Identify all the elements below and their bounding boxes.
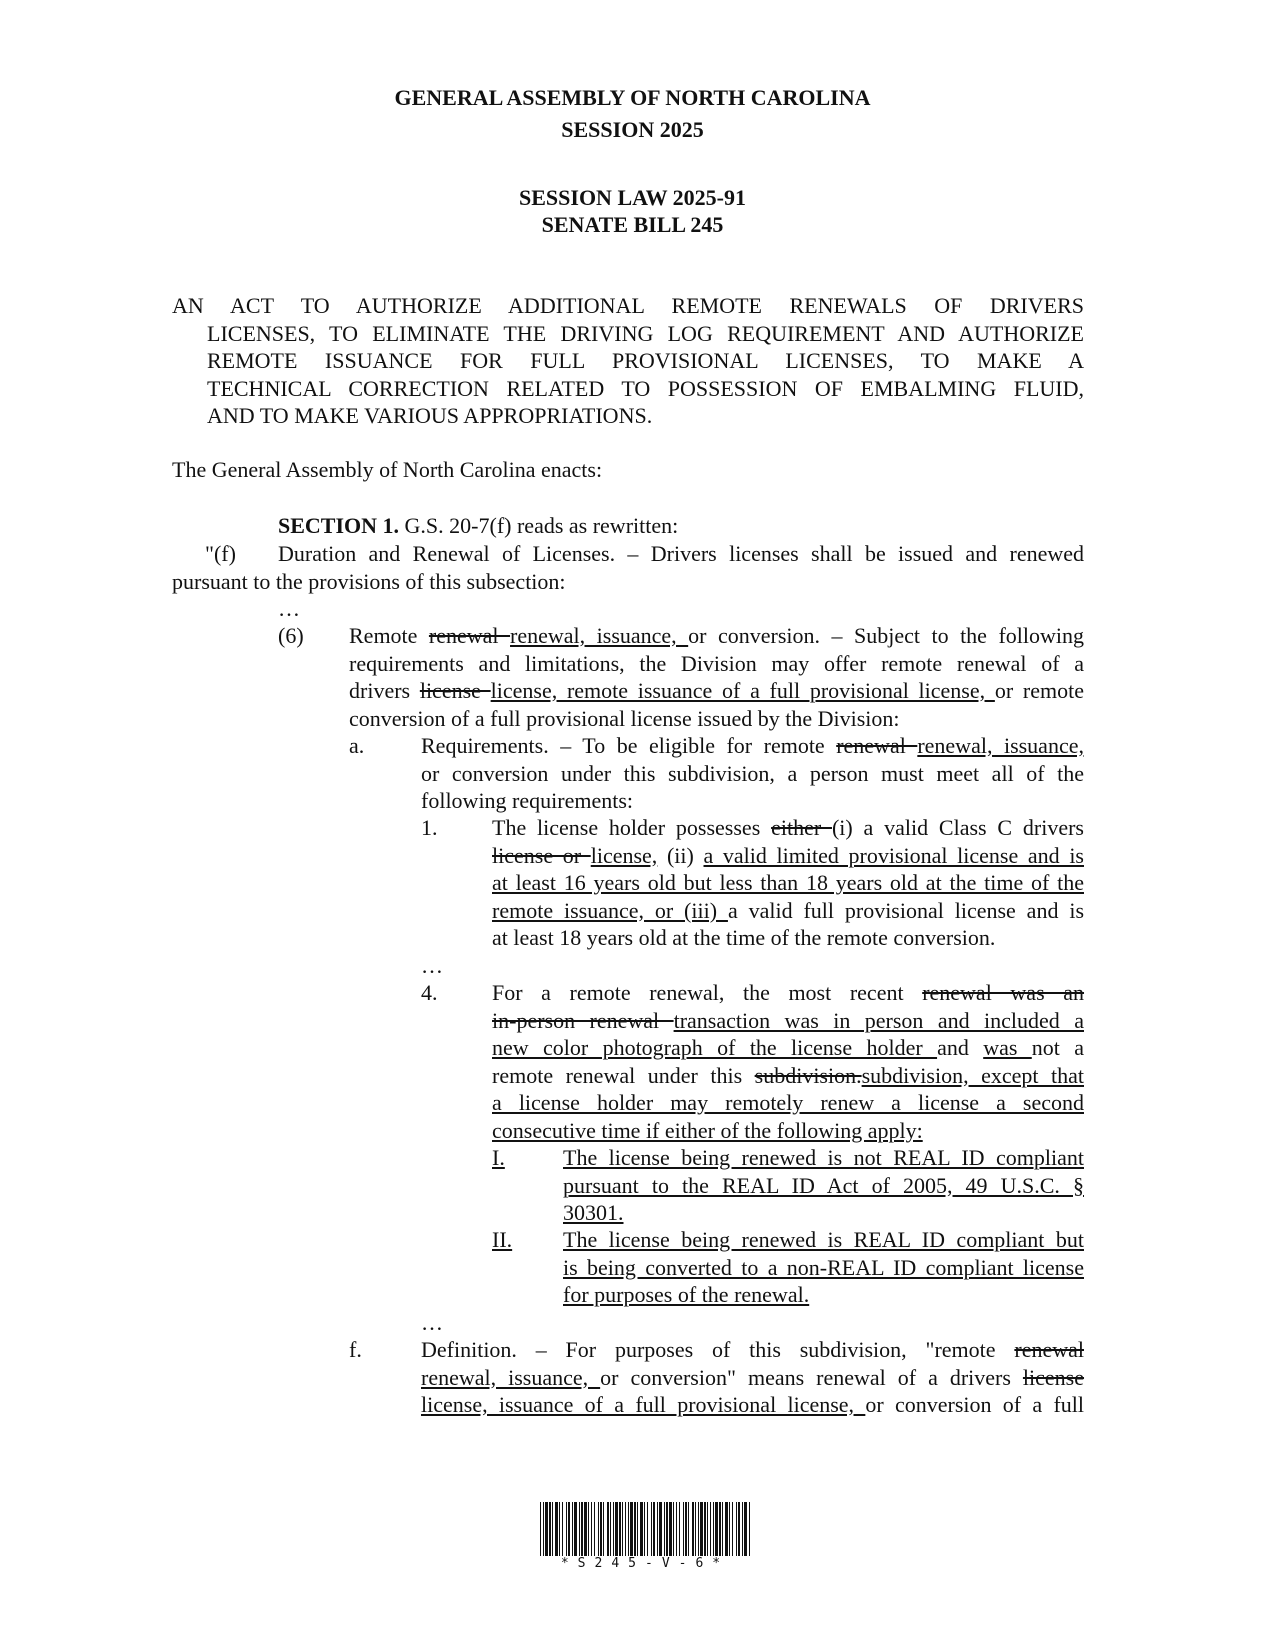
text-line: Requirements. – To be eligible for remote renewal renewal, issuance, bbox=[421, 733, 1084, 758]
deleted-text: either bbox=[771, 815, 832, 840]
session-heading: SESSION 2025 bbox=[561, 117, 704, 142]
title-line: TECHNICAL CORRECTION RELATED TO POSSESSION OF EMBALMING FLUID, bbox=[207, 375, 1084, 401]
deleted-text: renewal was an bbox=[922, 980, 1085, 1005]
bill-heading: SENATE BILL 245 bbox=[541, 212, 724, 237]
item-a bbox=[421, 732, 1084, 815]
inserted-text: for purposes of the renewal. bbox=[563, 1282, 810, 1307]
text-line: license or license, (ii) a valid limited provisional license and is bbox=[492, 842, 1084, 868]
requirement-4 bbox=[492, 979, 1084, 1144]
subsection-text: pursuant to the provisions of this subsection: bbox=[172, 568, 566, 594]
item-label: a. bbox=[349, 733, 365, 758]
title-line: AND TO MAKE VARIOUS APPROPRIATIONS. bbox=[207, 403, 653, 428]
title-line: AN ACT TO AUTHORIZE ADDITIONAL REMOTE RENEWALS OF DRIVERS bbox=[172, 293, 1084, 318]
inserted-text: new color photograph of the license holder bbox=[492, 1035, 938, 1060]
item-label: 1. bbox=[421, 815, 438, 840]
text-line bbox=[563, 1226, 1084, 1254]
text-line bbox=[492, 1089, 1084, 1117]
text-line: For a remote renewal, the most recent renewal was an bbox=[492, 980, 1085, 1005]
text-line bbox=[492, 1007, 1084, 1035]
inserted-text: consecutive time if either of the following apply: bbox=[492, 1117, 923, 1143]
subsection-text: Duration and Renewal of Licenses. – Drivers licenses shall be issued and renewed bbox=[278, 541, 1084, 566]
text-line bbox=[563, 1144, 1084, 1172]
item-label: II. bbox=[492, 1227, 513, 1252]
ellipsis: … bbox=[278, 596, 300, 621]
enacting-clause: The General Assembly of North Carolina enacts: bbox=[172, 457, 603, 482]
subdivision-label: (6) bbox=[278, 623, 304, 648]
text-line: conversion of a full provisional license issued by the Division: bbox=[349, 705, 900, 731]
item-f-definition bbox=[421, 1336, 1084, 1419]
text-line: license, issuance of a full provisional license, or conversion of a full bbox=[421, 1392, 1084, 1417]
inserted-text: license, remote issuance of a full provisional license, bbox=[490, 678, 995, 703]
inserted-text: subdivision, except that bbox=[861, 1062, 1084, 1088]
deleted-text: subdivision. bbox=[754, 1062, 862, 1088]
deleted-text: in-person renewal bbox=[492, 1007, 674, 1033]
text-line: drivers license license, remote issuance of a full provisional license, or remote bbox=[349, 678, 1084, 703]
inserted-text: a license holder may remotely renew a license a second bbox=[492, 1090, 1084, 1115]
text-line: Definition. – For purposes of this subdivision, "remote renewal bbox=[421, 1337, 1084, 1362]
title-line: LICENSES, TO ELIMINATE THE DRIVING LOG REQUIREMENT AND AUTHORIZE bbox=[207, 320, 1084, 346]
inserted-text: remote issuance, or (iii) bbox=[492, 897, 728, 923]
deleted-text: renewal bbox=[1014, 1337, 1084, 1362]
act-title bbox=[172, 292, 1084, 430]
ellipsis: … bbox=[421, 1310, 443, 1335]
text-line bbox=[563, 1172, 1084, 1200]
barcode-text: *S245-V-6* bbox=[560, 1556, 730, 1571]
text-line bbox=[492, 1117, 1084, 1145]
inserted-text: renewal, issuance, bbox=[421, 1364, 601, 1390]
title-line: REMOTE ISSUANCE FOR FULL PROVISIONAL LICENSES, TO MAKE A bbox=[207, 348, 1084, 373]
deleted-text: license bbox=[1022, 1364, 1085, 1390]
text-line bbox=[563, 1281, 1084, 1309]
item-label: I. bbox=[492, 1145, 505, 1170]
ellipsis: … bbox=[421, 953, 443, 978]
deleted-text: renewal bbox=[428, 623, 511, 648]
text-line: new color photograph of the license holder and was not a bbox=[492, 1035, 1085, 1060]
inserted-text: license, issuance of a full provisional license, bbox=[421, 1392, 866, 1417]
clause-I bbox=[563, 1144, 1084, 1227]
deleted-text: renewal bbox=[836, 733, 918, 758]
text-line: at least 18 years old at the time of the remote conversion. bbox=[492, 925, 996, 950]
text-line: requirements and limitations, the Division may offer remote renewal of a bbox=[349, 650, 1084, 676]
subsection-label: "(f) bbox=[205, 541, 236, 566]
subsection-f bbox=[172, 540, 1084, 595]
inserted-text: 30301. bbox=[563, 1200, 624, 1225]
inserted-text: was bbox=[983, 1035, 1032, 1060]
text-line: renewal, issuance, or conversion" means renewal of a drivers license bbox=[421, 1364, 1085, 1390]
session-law-heading: SESSION LAW 2025-91 bbox=[519, 185, 746, 210]
inserted-text: license, bbox=[590, 842, 658, 868]
deleted-text: license or bbox=[492, 842, 591, 868]
text-line bbox=[563, 1199, 1084, 1227]
inserted-text: transaction was in person and included a bbox=[673, 1007, 1084, 1033]
text-line bbox=[563, 1254, 1084, 1282]
clause-II bbox=[563, 1226, 1084, 1309]
inserted-text: The license being renewed is REAL ID compliant but bbox=[563, 1227, 1084, 1252]
inserted-text: a valid limited provisional license and is bbox=[703, 842, 1084, 868]
text-line: or conversion under this subdivision, a person must meet all of the bbox=[421, 760, 1084, 786]
inserted-text: renewal, issuance, bbox=[510, 623, 689, 648]
assembly-heading: GENERAL ASSEMBLY OF NORTH CAROLINA bbox=[394, 85, 871, 110]
item-label: 4. bbox=[421, 980, 438, 1005]
text-line: The license holder possesses either (i) a valid Class C drivers bbox=[492, 815, 1084, 840]
item-label: f. bbox=[349, 1337, 362, 1362]
text-line: remote issuance, or (iii) a valid full provisional license and is bbox=[492, 897, 1084, 923]
section-1-heading bbox=[278, 512, 678, 540]
inserted-text: is being converted to a non-REAL ID compliant license bbox=[563, 1254, 1084, 1280]
requirement-1 bbox=[492, 814, 1084, 952]
subdivision-6 bbox=[349, 622, 1084, 732]
inserted-text: pursuant to the REAL ID Act of 2005, 49 U.S.C. § bbox=[563, 1172, 1084, 1198]
text-line: following requirements: bbox=[421, 788, 634, 813]
text-line bbox=[492, 869, 1084, 897]
section-intro: G.S. 20-7(f) reads as rewritten: bbox=[399, 513, 679, 538]
text-line: Remote renewal renewal, issuance, or conversion. – Subject to the following bbox=[349, 623, 1084, 648]
inserted-text: The license being renewed is not REAL ID compliant bbox=[563, 1145, 1084, 1170]
barcode-graphic bbox=[540, 1502, 750, 1556]
inserted-text: renewal, issuance, bbox=[917, 733, 1084, 758]
deleted-text: license bbox=[419, 678, 491, 703]
text-line: remote renewal under this subdivision.subdivision, except that bbox=[492, 1062, 1084, 1088]
inserted-text: at least 16 years old but less than 18 years old at the time of the bbox=[492, 870, 1084, 895]
section-number: SECTION 1. bbox=[278, 513, 400, 538]
